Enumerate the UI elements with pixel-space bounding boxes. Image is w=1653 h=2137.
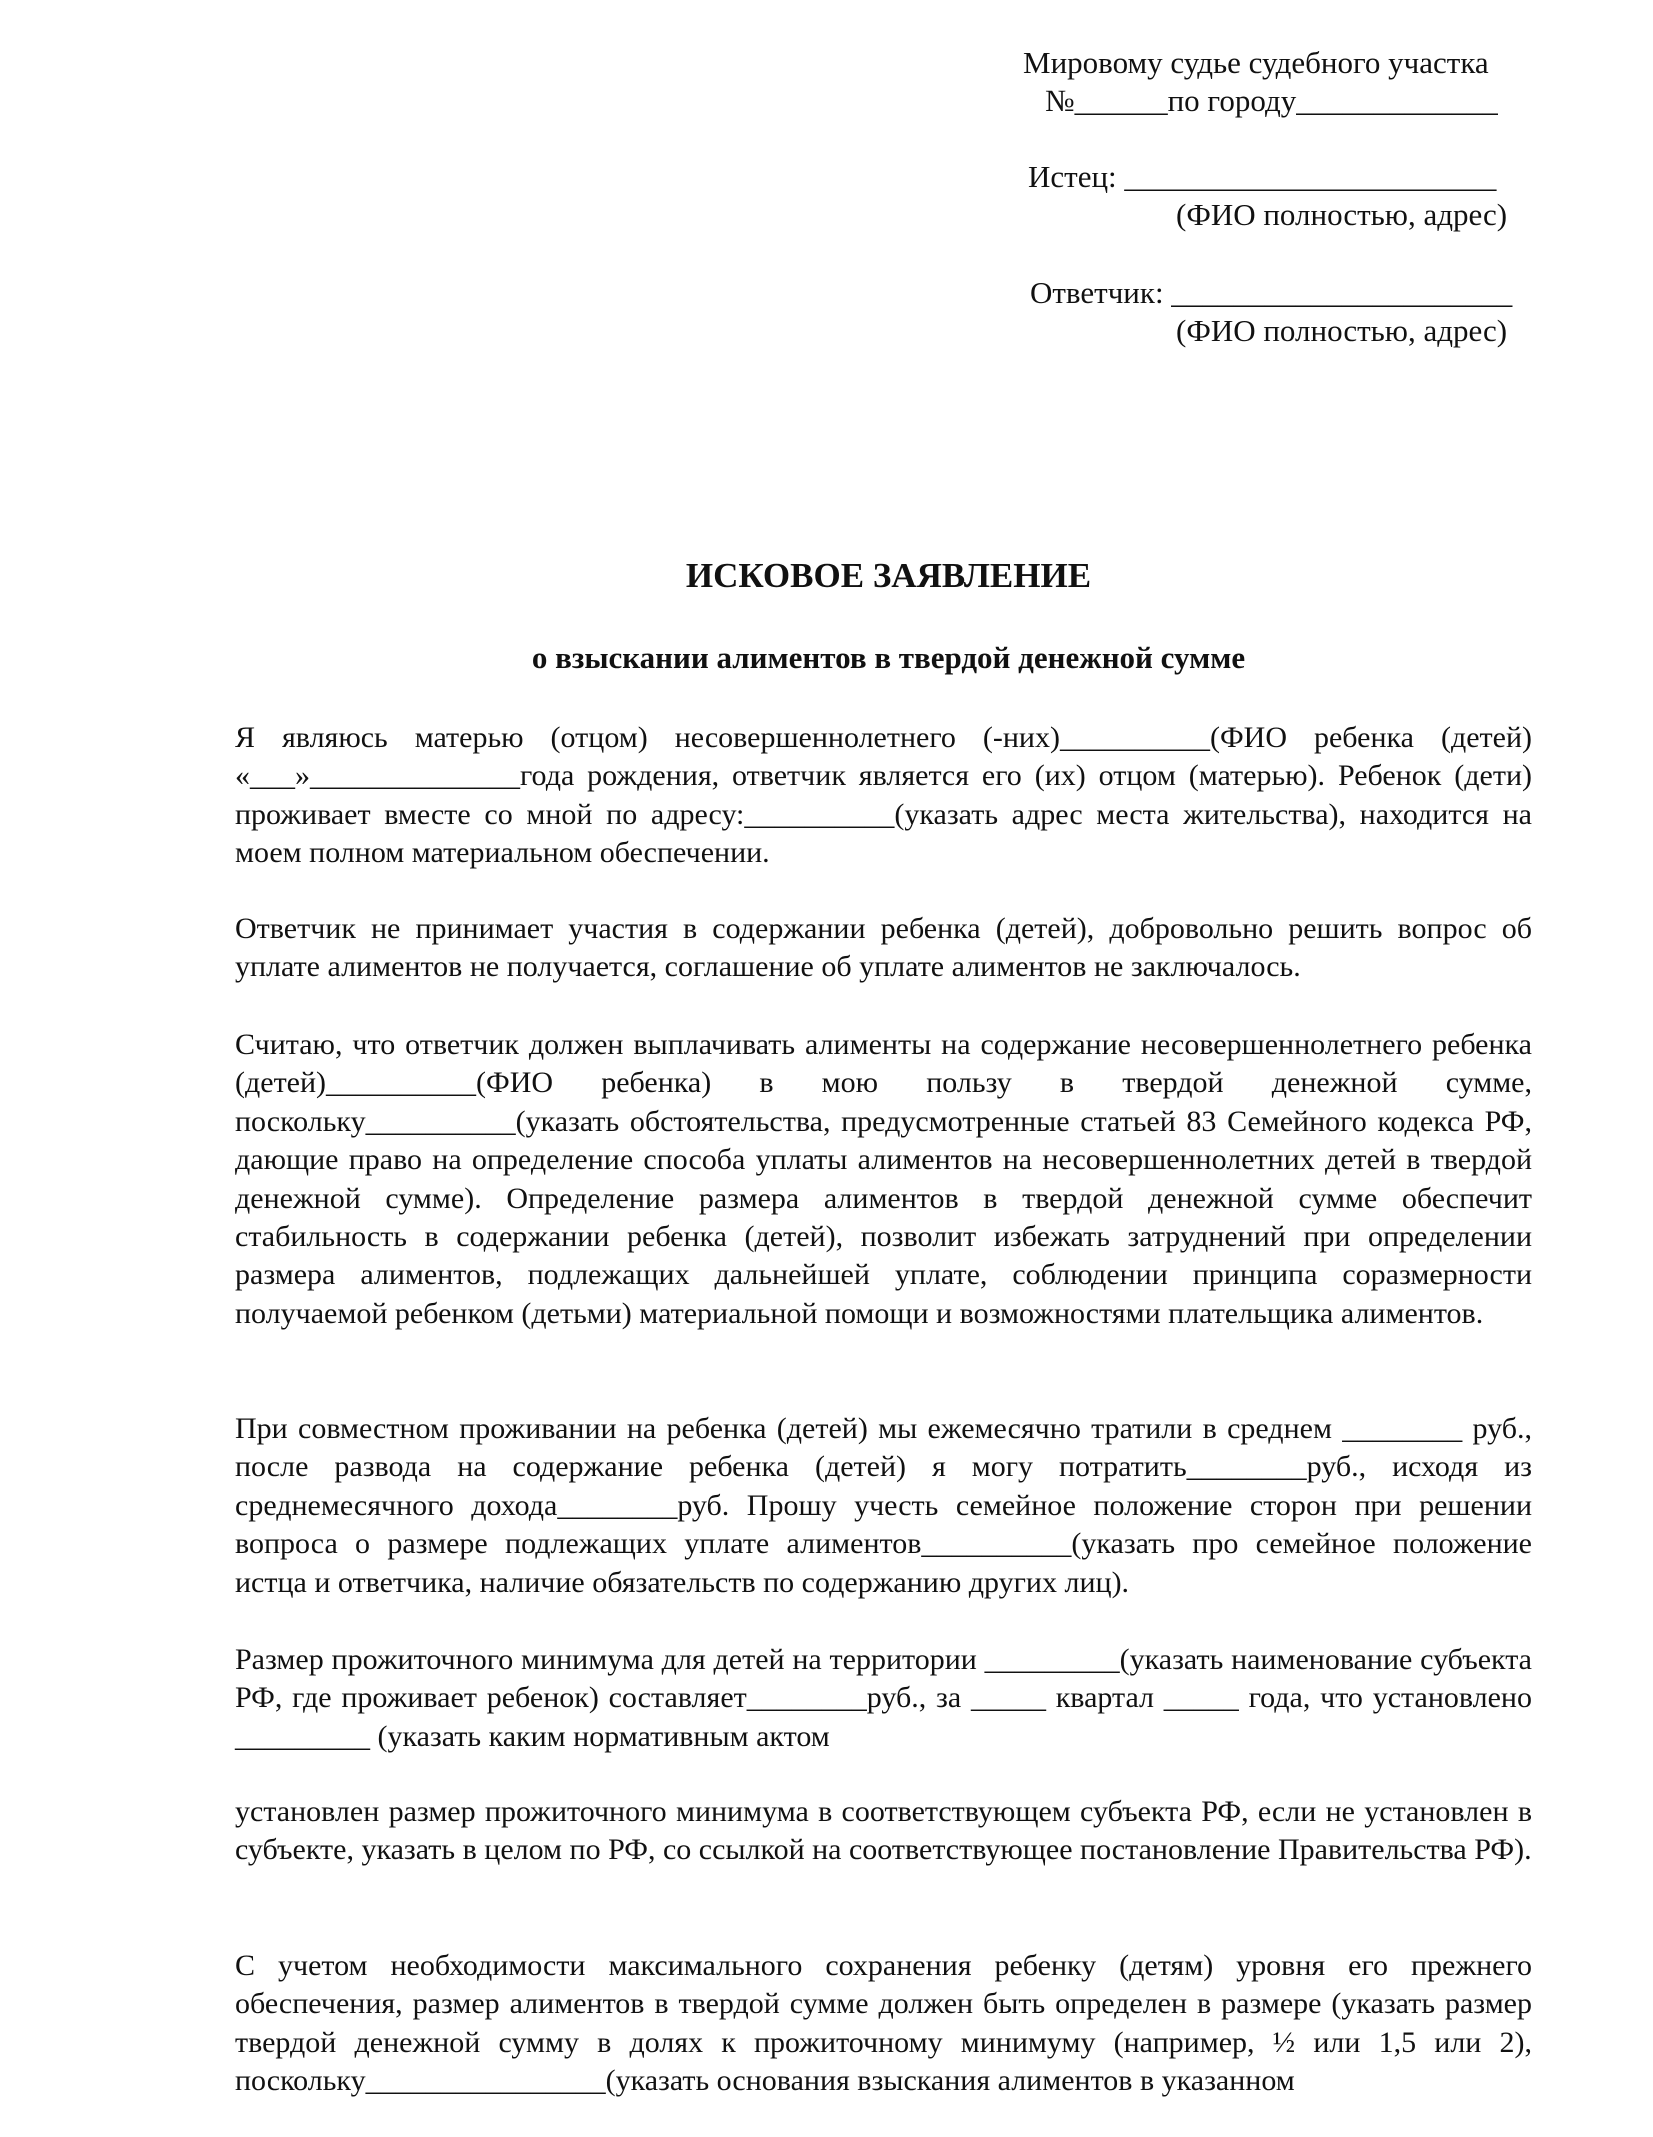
- paragraph-1: Я являюсь матерью (отцом) несовершеннолетнего (-них)__________(ФИО ребенка (детей) «___»______________года рождения, ответчик является его (их) отцом (матерью). Ребенок (дети) проживает вместе со мной по адресу:__________(указать адрес места жительства), находится на моем полном материальном обеспечении.: [235, 721, 1532, 870]
- addressee-line-1: Мировому судье судебного участка: [1023, 45, 1489, 80]
- document-subtitle: о взыскании алиментов в твердой денежной сумме: [531, 640, 1246, 675]
- paragraph-4: При совместном проживании на ребенка (детей) мы ежемесячно тратили в среднем ________ руб., после развода на содержание ребенка (детей) я могу потратить________руб., исходя из среднемесячного дохода________руб. Прошу учесть семейное положение сторон при решении вопроса о размере подлежащих уплате алиментов__________(указать про семейное положение истца и ответчика, наличие обязательств по содержанию других лиц).: [235, 1412, 1532, 1599]
- defendant-line: Ответчик: ______________________: [1030, 275, 1513, 310]
- defendant-hint: (ФИО полностью, адрес): [1176, 313, 1508, 348]
- paragraph-3: Считаю, что ответчик должен выплачивать алименты на содержание несовершеннолетнего ребенка (детей)__________(ФИО ребенка) в мою пользу в твердой денежной сумме, поскольку__________(указать обстоятельства, предусмотренные статьей 83 Семейного кодекса РФ, дающие право на определение способа уплаты алиментов на несовершеннолетних детей в твердой денежной сумме). Определение размера алиментов в твердой денежной сумме обеспечит стабильность в содержании ребенка (детей), позволит избежать затруднений при определении размера алиментов, подлежащих дальнейшей уплате, соблюдении принципа соразмерности получаемой ребенком (детьми) материальной помощи и возможностями плательщика алиментов.: [235, 1028, 1532, 1330]
- paragraph-2: Ответчик не принимает участия в содержании ребенка (детей), добровольно решить вопрос об уплате алиментов не получается, соглашение об уплате алиментов не заключалось.: [235, 912, 1532, 984]
- addressee-line-2: №______по городу_____________: [1045, 83, 1498, 118]
- plaintiff-line: Истец: ________________________: [1028, 159, 1497, 194]
- plaintiff-hint: (ФИО полностью, адрес): [1176, 197, 1508, 232]
- document-title: ИСКОВОЕ ЗАЯВЛЕНИЕ: [685, 556, 1092, 595]
- paragraph-6: установлен размер прожиточного минимума в соответствующем субъекта РФ, если не установлен в субъекте, указать в целом по РФ, со ссылкой на соответствующее постановление Правительства РФ).: [235, 1795, 1532, 1867]
- paragraph-7: С учетом необходимости максимального сохранения ребенку (детям) уровня его прежнего обеспечения, размер алиментов в твердой сумме должен быть определен в размере (указать размер твердой денежной сумму в долях к прожиточному минимуму (например, ½ или 1,5 или 2), поскольку________________(указать основания взыскания алиментов в указанном: [235, 1949, 1532, 2098]
- paragraph-5: Размер прожиточного минимума для детей на территории _________(указать наименование субъекта РФ, где проживает ребенок) составляет________руб., за _____ квартал _____ года, что установлено _________ (указать каким нормативным актом: [235, 1643, 1532, 1753]
